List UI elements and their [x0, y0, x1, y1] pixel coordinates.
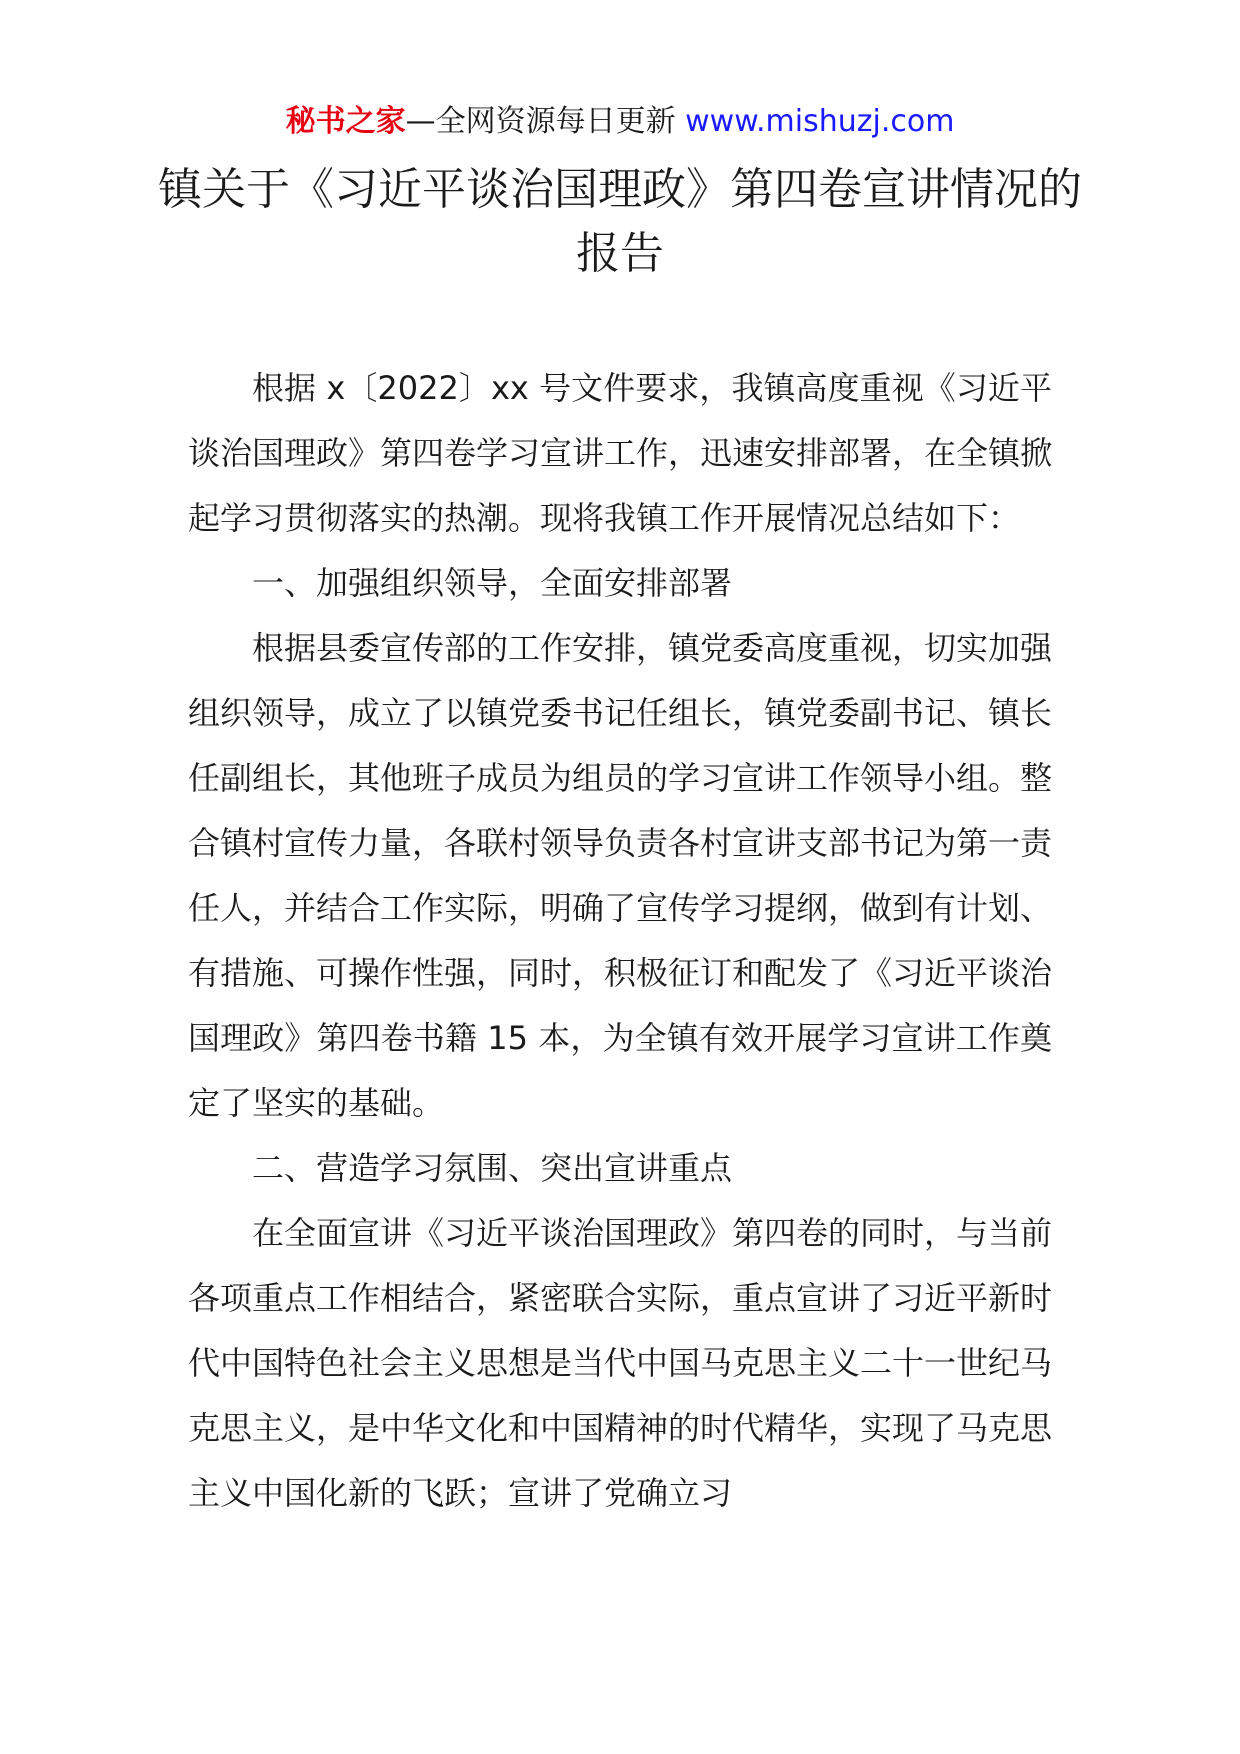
paragraph-section-2: 在全面宣讲《习近平谈治国理政》第四卷的同时，与当前各项重点工作相结合，紧密联合实际，重点宣讲了习近平新时代中国特色社会主义思想是当代中国马克思主义二十一世纪马克思主义，是中华文化和中国精神的时代精华，实现了马克思主义中国化新的飞跃；宣讲了党确立习	[188, 1214, 1053, 1512]
paragraph-section-1: 根据县委宣传部的工作安排，镇党委高度重视，切实加强组织领导，成立了以镇党委书记任组长，镇党委副书记、镇长任副组长，其他班子成员为组员的学习宣讲工作领导小组。整合镇村宣传力量，各联村领导负责各村宣讲支部书记为第一责任人，并结合工作实际，明确了宣传学习提纲，做到有计划、有措施、可操作性强，同时，积极征订和配发了《习近平谈治国理政》第四卷书籍 15 本，为全镇有效开展学习宣讲工作奠定了坚实的基础。	[188, 629, 1053, 1122]
section-heading-1: 一、加强组织领导，全面安排部署	[252, 564, 733, 602]
site-header	[0, 100, 1240, 144]
document-body	[188, 356, 1052, 1526]
document-title: 镇关于《习近平谈治国理政》第四卷宣讲情况的报告	[158, 164, 1082, 279]
paragraph-intro: 根据 x〔2022〕xx 号文件要求，我镇高度重视《习近平谈治国理政》第四卷学习宣讲工作，迅速安排部署，在全镇掀起学习贯彻落实的热潮。现将我镇工作开展情况总结如下：	[188, 369, 1053, 537]
brand-name: 秘书之家	[285, 104, 406, 139]
site-url-link[interactable]: www.mishuzj.com	[685, 104, 955, 139]
header-tagline: —全网资源每日更新	[405, 104, 686, 139]
section-heading-2: 二、营造学习氛围、突出宣讲重点	[252, 1149, 733, 1187]
